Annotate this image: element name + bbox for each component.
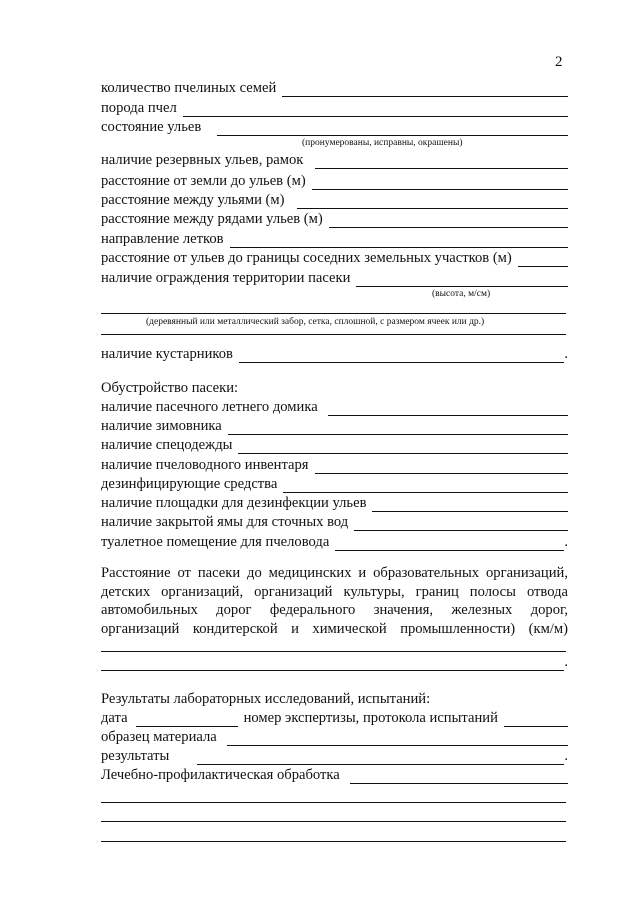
paragraph-line: Расстояние от пасеки до медицинских и образовательных организаций,: [101, 565, 568, 581]
field-inventory: [101, 457, 568, 474]
lab-heading: Результаты лабораторных исследований, испытаний:: [101, 691, 431, 707]
field-summer-house: [101, 399, 568, 416]
blank-line[interactable]: [350, 771, 568, 784]
blank-line[interactable]: [183, 104, 568, 117]
blank-line[interactable]: [335, 538, 564, 551]
blank-line[interactable]: [518, 254, 568, 267]
field-label: состояние ульев: [101, 119, 202, 135]
field-label: наличие зимовника: [101, 418, 222, 434]
field-label: туалетное помещение для пчеловода: [101, 534, 330, 550]
blank-line[interactable]: [354, 518, 568, 531]
hint-fence-type: (деревянный или металлический забор, сетка, сплошной, с размером ячеек или др.): [146, 317, 485, 327]
field-label: количество пчелиных семей: [101, 80, 277, 96]
field-lab-date: [101, 710, 568, 727]
blank-line[interactable]: [315, 461, 568, 474]
field-treatment: [101, 767, 568, 784]
hint-fence-height: (высота, м/см): [432, 289, 491, 299]
field-hive-condition: [101, 119, 568, 136]
blank-line[interactable]: [101, 658, 564, 671]
field-label: наличие пасечного летнего домика: [101, 399, 318, 415]
field-border-distance: [101, 250, 568, 267]
field-label: Лечебно-профилактическая обработка: [101, 767, 340, 783]
arrangement-heading: Обустройство пасеки:: [101, 380, 239, 396]
field-label: наличие пчеловодного инвентаря: [101, 457, 309, 473]
paragraph-line: автомобильных дорог федерального значения, железных дорог,: [101, 602, 568, 618]
field-lab-sample: [101, 729, 568, 746]
blank-line[interactable]: [283, 480, 568, 493]
field-label: наличие ограждения территории пасеки: [101, 270, 351, 286]
blank-line[interactable]: [230, 235, 568, 248]
field-toilet: [101, 534, 568, 551]
field-label: направление летков: [101, 231, 224, 247]
blank-line-treatment-1[interactable]: [101, 802, 566, 803]
field-hive-spacing: [101, 192, 568, 209]
field-wastewater-pit: [101, 514, 568, 531]
blank-line-distance-1[interactable]: [101, 651, 566, 652]
field-workwear: [101, 437, 568, 454]
period: .: [564, 346, 568, 362]
blank-line[interactable]: [239, 350, 564, 363]
blank-line[interactable]: [312, 177, 568, 190]
blank-line[interactable]: [356, 274, 568, 287]
field-label: образец материала: [101, 729, 217, 745]
field-entrance-direction: [101, 231, 568, 248]
blank-line[interactable]: [315, 156, 568, 169]
distance-paragraph: [101, 564, 568, 638]
field-disinfection-site: [101, 495, 568, 512]
blank-line[interactable]: [329, 215, 568, 228]
field-label: дезинфицирующие средства: [101, 476, 278, 492]
blank-line[interactable]: [227, 733, 568, 746]
field-label: наличие площадки для дезинфекции ульев: [101, 495, 367, 511]
field-label: порода пчел: [101, 100, 177, 116]
blank-line[interactable]: [372, 499, 568, 512]
field-distance-2: [101, 654, 568, 671]
field-label: расстояние от ульев до границы соседних земельных участков (м): [101, 250, 512, 266]
blank-line[interactable]: [297, 196, 568, 209]
blank-line[interactable]: [228, 422, 568, 435]
blank-line[interactable]: [197, 752, 564, 765]
field-label: расстояние от земли до ульев (м): [101, 173, 306, 189]
hint-hive-condition: (пронумерованы, исправны, окрашены): [302, 138, 463, 148]
field-label: номер экспертизы, протокола испытаний: [243, 710, 498, 726]
blank-line[interactable]: [238, 441, 568, 454]
field-label: наличие закрытой ямы для сточных вод: [101, 514, 349, 530]
blank-line-treatment-3[interactable]: [101, 841, 566, 842]
page-number: 2: [555, 54, 563, 70]
field-ground-distance: [101, 173, 568, 190]
field-disinfectants: [101, 476, 568, 493]
blank-line[interactable]: [136, 714, 238, 727]
blank-line-fence-type[interactable]: [101, 313, 566, 314]
blank-line[interactable]: [217, 123, 568, 136]
field-label: наличие кустарников: [101, 346, 233, 362]
blank-line-fence-extra[interactable]: [101, 334, 566, 335]
field-label: наличие резервных ульев, рамок: [101, 152, 304, 168]
field-bee-colonies: [101, 80, 568, 97]
period: .: [564, 534, 568, 550]
period: .: [564, 748, 568, 764]
field-label: наличие спецодежды: [101, 437, 233, 453]
blank-line[interactable]: [504, 714, 568, 727]
field-label: результаты: [101, 748, 170, 764]
field-winter-house: [101, 418, 568, 435]
field-shrubs: [101, 346, 568, 363]
blank-line[interactable]: [282, 84, 568, 97]
field-bee-breed: [101, 100, 568, 117]
paragraph-line: организаций кондитерской и химической промышленности) (км/м): [101, 620, 568, 637]
field-row-spacing: [101, 211, 568, 228]
field-label: расстояние между рядами ульев (м): [101, 211, 323, 227]
period: .: [564, 654, 568, 670]
field-label: расстояние между ульями (м): [101, 192, 285, 208]
paragraph-line: детских организаций, организаций культуры, границ полосы отвода: [101, 583, 568, 600]
field-spare-hives: [101, 152, 568, 169]
field-label: дата: [101, 710, 128, 726]
field-fence: [101, 270, 568, 287]
field-lab-results: [101, 748, 568, 765]
blank-line[interactable]: [328, 403, 568, 416]
blank-line-treatment-2[interactable]: [101, 821, 566, 822]
